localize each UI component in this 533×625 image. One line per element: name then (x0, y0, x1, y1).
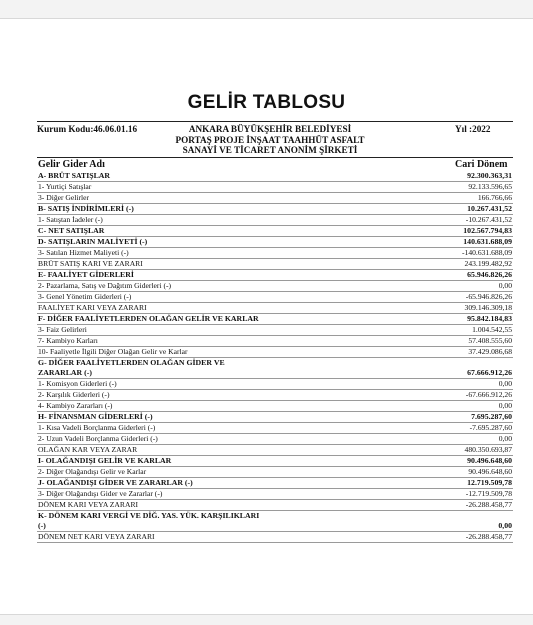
row-label: 7- Kambiyo Karları (38, 336, 98, 345)
table-row (37, 379, 513, 390)
table-row (37, 467, 513, 478)
row-label: F- DİĞER FAALİYETLERDEN OLAĞAN GELİR VE KARLAR (38, 314, 259, 323)
page-title: GELİR TABLOSU (187, 92, 346, 113)
row-value: 37.429.086,68 (468, 347, 512, 356)
row-value: -12.719.509,78 (465, 489, 512, 498)
table-row (37, 325, 513, 336)
row-label: 3- Satılan Hizmet Maliyeti (-) (38, 248, 129, 257)
table-row (37, 259, 513, 270)
company-line-2: PORTAŞ PROJE İNŞAAT TAAHHÜT ASFALT (175, 134, 365, 145)
row-label: 1- Komisyon Giderleri (-) (38, 379, 117, 388)
row-label: H- FİNANSMAN GİDERLERİ (-) (38, 412, 153, 421)
row-value: -26.288.458,77 (465, 500, 512, 509)
row-label: 3- Genel Yönetim Giderleri (-) (38, 292, 132, 301)
table-row (37, 412, 513, 423)
row-label: 2- Diğer Olağandışı Gelir ve Karlar (38, 467, 147, 476)
row-value: 140.631.688,09 (463, 237, 512, 246)
row-value: 480.350.693,87 (464, 445, 512, 454)
company-name (150, 124, 390, 156)
row-value: 0,00 (498, 401, 512, 410)
row-value: -67.666.912,26 (465, 390, 512, 399)
row-label: 2- Karşılık Giderleri (-) (38, 390, 110, 399)
row-label: 10- Faaliyetle İlgili Diğer Olağan Gelir ve Karlar (38, 347, 188, 356)
header-top-rule (37, 121, 513, 122)
row-label: 1- Satıştan İadeler (-) (38, 215, 103, 224)
row-value: 12.719.509,78 (467, 478, 512, 487)
table-row (37, 215, 513, 226)
row-label: 3- Diğer Olağandışı Gider ve Zararlar (-) (38, 489, 163, 498)
row-value: 0,00 (498, 521, 512, 530)
row-label: J- OLAĞANDIŞI GİDER VE ZARARLAR (-) (38, 478, 193, 487)
table-row (37, 237, 513, 248)
company-line-3: SANAYİ VE TİCARET ANONİM ŞİRKETİ (182, 145, 358, 155)
table-row (37, 292, 513, 303)
row-value: 309.146.309,18 (464, 303, 512, 312)
table-row (37, 489, 513, 500)
table-row (37, 500, 513, 511)
table-row (37, 336, 513, 347)
row-value: 166.766,66 (477, 193, 512, 202)
row-label: C- NET SATIŞLAR (38, 226, 105, 235)
row-label: E- FAALİYET GİDERLERİ (38, 270, 134, 279)
row-value: 90.496.648,60 (467, 456, 512, 465)
table-row (37, 401, 513, 412)
row-value: -26.288.458,77 (465, 532, 512, 541)
row-value: -7.695.287,60 (469, 423, 512, 432)
table-row (37, 193, 513, 204)
row-label: K- DÖNEM KARI VERGİ VE DİĞ. YAS. YÜK. KARŞILIKLARI (-) (38, 511, 260, 530)
row-value: 102.567.794,83 (463, 226, 512, 235)
column-header-current-period: Cari Dönem (455, 159, 508, 170)
row-value: 1.004.542,55 (472, 325, 512, 334)
row-value: 90.496.648,60 (468, 467, 512, 476)
row-label: FAALİYET KARI VEYA ZARARI (38, 303, 147, 312)
table-row (37, 390, 513, 401)
income-statement-table (37, 171, 513, 543)
table-row (37, 347, 513, 358)
table-row (37, 204, 513, 215)
table-row (37, 171, 513, 182)
table-row (37, 248, 513, 259)
row-label: G- DİĞER FAALİYETLERDEN OLAĞAN GİDER VE ZARARLAR (-) (38, 358, 225, 377)
row-label: 1- Kısa Vadeli Borçlanma Giderleri (-) (38, 423, 156, 432)
row-value: 92.300.363,31 (467, 171, 512, 180)
column-header-name: Gelir Gider Adı (38, 159, 105, 170)
row-label: D- SATIŞLARIN MALİYETİ (-) (38, 237, 148, 246)
table-row (37, 358, 513, 379)
row-label: DÖNEM NET KARI VEYA ZARARI (38, 532, 155, 541)
row-label: 2- Uzun Vadeli Borçlanma Giderleri (-) (38, 434, 158, 443)
row-value: 0,00 (498, 434, 512, 443)
table-row (37, 314, 513, 325)
row-label: OLAĞAN KAR VEYA ZARAR (38, 445, 138, 454)
table-row (37, 456, 513, 467)
row-value: 0,00 (498, 379, 512, 388)
row-label: 2- Pazarlama, Satış ve Dağıtım Giderleri (-) (38, 281, 172, 290)
row-value: 92.133.596,65 (468, 182, 512, 191)
row-value: 7.695.287,60 (471, 412, 512, 421)
table-row (37, 423, 513, 434)
row-value: 65.946.826,26 (467, 270, 512, 279)
row-label: I- OLAĞANDIŞI GELİR VE KARLAR (38, 456, 172, 465)
row-label: BRÜT SATIŞ KARI VE ZARARI (38, 259, 143, 268)
row-value: 57.408.555,60 (468, 336, 512, 345)
row-label: 1- Yurtiçi Satışlar (38, 182, 92, 191)
table-row (37, 281, 513, 292)
row-label: 4- Kambiyo Zararları (-) (38, 401, 113, 410)
row-value: 243.199.482,92 (464, 259, 512, 268)
header-bottom-rule (37, 157, 513, 158)
table-row (37, 303, 513, 314)
row-value: 67.666.912,26 (467, 368, 512, 377)
table-row (37, 511, 513, 532)
row-value: 10.267.431,52 (467, 204, 512, 213)
row-label: A- BRÜT SATIŞLAR (38, 171, 111, 180)
table-row (37, 445, 513, 456)
row-value: -140.631.688,09 (462, 248, 512, 257)
row-value: 0,00 (498, 281, 512, 290)
row-value: 95.842.184,83 (467, 314, 512, 323)
year-label: Yıl :2022 (455, 124, 491, 134)
table-row (37, 226, 513, 237)
photo-bottom-edge (0, 614, 533, 625)
table-row (37, 182, 513, 193)
row-label: 3- Faiz Gelirleri (38, 325, 87, 334)
photo-top-edge (0, 0, 533, 19)
company-line-1: ANKARA BÜYÜKŞEHİR BELEDİYESİ (188, 124, 352, 134)
table-row (37, 434, 513, 445)
table-row (37, 270, 513, 281)
row-label: B- SATIŞ İNDİRİMLERİ (-) (38, 204, 134, 213)
institution-code: Kurum Kodu:46.06.01.16 (37, 124, 138, 134)
row-value: -65.946.826,26 (465, 292, 512, 301)
row-label: 3- Diğer Gelirler (38, 193, 90, 202)
row-value: -10.267.431,52 (465, 215, 512, 224)
table-row (37, 532, 513, 543)
row-label: DÖNEM KARI VEYA ZARARI (38, 500, 139, 509)
table-row (37, 478, 513, 489)
